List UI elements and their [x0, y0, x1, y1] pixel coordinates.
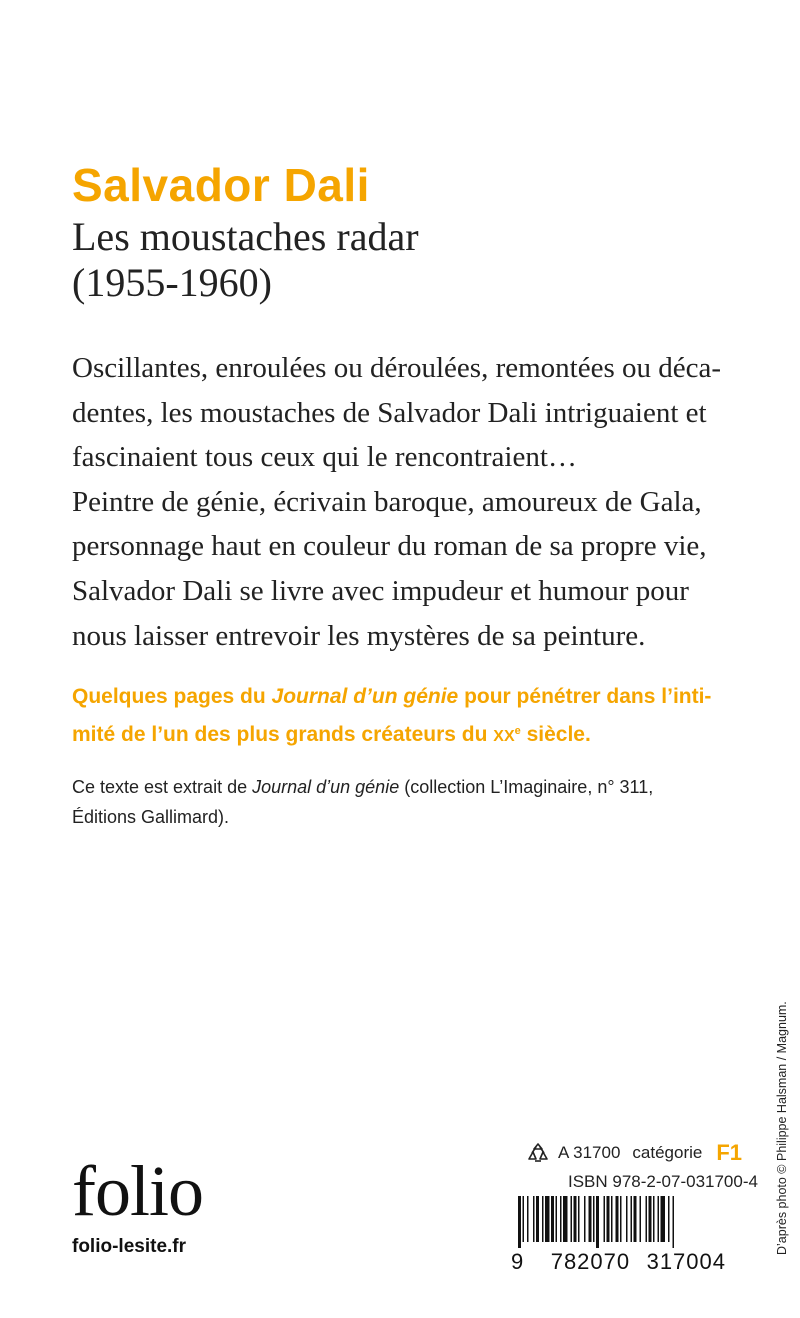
- blurb-line: fascinaient tous ceux qui le rencontraient…: [72, 441, 577, 474]
- barcode-bar: [584, 1196, 586, 1242]
- barcode-bar: [661, 1196, 666, 1242]
- barcode-group-2: 317004: [646, 1249, 726, 1274]
- barcode-bar: [589, 1196, 592, 1242]
- barcode-bar: [545, 1196, 550, 1242]
- blurb-line: Salvador Dali se livre avec impudeur et humour pour: [72, 574, 689, 607]
- barcode-bar: [556, 1196, 558, 1242]
- barcode-bar: [673, 1196, 675, 1248]
- barcode-bar: [653, 1196, 655, 1242]
- barcode-group-1: 782070: [550, 1249, 631, 1274]
- century-superscript: e: [514, 725, 521, 737]
- barcode-bar: [593, 1196, 595, 1242]
- barcode-bar: [634, 1196, 637, 1242]
- extract-text-part: (collection L’Imaginaire, n° 311,: [399, 777, 654, 797]
- blurb-line: dentes, les moustaches de Salvador Dali intriguaient et: [72, 396, 707, 429]
- barcode-bar: [620, 1196, 622, 1242]
- barcode-bar: [646, 1196, 648, 1242]
- recycling-icon: [526, 1141, 550, 1165]
- blurb-line: personnage haut en couleur du roman de sa propre vie,: [72, 530, 707, 563]
- barcode-bar: [607, 1196, 610, 1242]
- highlight-text-part: siècle.: [520, 723, 591, 746]
- barcode-bar: [527, 1196, 529, 1242]
- isbn: ISBN 978-2-07-031700-4: [568, 1172, 758, 1191]
- highlight-text-part: Quelques pages du: [72, 685, 272, 708]
- extract-text-part: Ce texte est extrait de: [72, 777, 253, 797]
- barcode-bar: [604, 1196, 606, 1242]
- barcode-bar: [518, 1196, 521, 1248]
- publisher-website: folio-lesite.fr: [72, 1236, 187, 1257]
- barcode-bar: [563, 1196, 568, 1242]
- highlight-line: [72, 714, 752, 754]
- extract-line: [72, 772, 732, 802]
- barcode-bar: [574, 1196, 577, 1242]
- author-name: Salvador Dali: [72, 159, 370, 211]
- barcode-bar: [649, 1196, 652, 1242]
- barcode-bar: [668, 1196, 670, 1242]
- extract-line: Éditions Gallimard).: [72, 807, 230, 827]
- highlight-book-title: Journal d’un génie: [271, 685, 459, 708]
- category-badge: F1: [716, 1140, 743, 1165]
- barcode-bar: [571, 1196, 573, 1242]
- barcode-first-digit: 9: [511, 1249, 525, 1274]
- title-block: [72, 214, 419, 306]
- extract-book-title: Journal d’un génie: [252, 777, 400, 797]
- code-number: A 31700: [558, 1143, 621, 1162]
- barcode-bar: [658, 1196, 660, 1242]
- extract-note: [72, 772, 732, 832]
- barcode-bar: [533, 1196, 535, 1242]
- barcode-bar: [631, 1196, 633, 1242]
- highlight-text-part: pour pénétrer dans l’inti-: [458, 685, 712, 708]
- photo-credit: D’après photo © Philippe Halsman / Magnum.: [775, 1001, 789, 1255]
- blurb-line: nous laisser entrevoir les mystères de sa peinture.: [72, 619, 646, 652]
- barcode-bar: [596, 1196, 599, 1248]
- barcode-bar: [616, 1196, 619, 1242]
- barcode-bar: [560, 1196, 562, 1242]
- barcode-bar: [542, 1196, 544, 1242]
- category-label: catégorie: [632, 1143, 703, 1162]
- blurb-line: Peintre de génie, écrivain baroque, amoureux de Gala,: [72, 485, 702, 518]
- barcode-bar: [523, 1196, 525, 1242]
- barcode-digits: [511, 1249, 726, 1275]
- book-title: Les moustaches radar: [72, 214, 419, 259]
- barcode-bar: [578, 1196, 580, 1242]
- barcode-bar: [551, 1196, 554, 1242]
- highlight-text-part: mité de l’un des plus grands créateurs du: [72, 723, 494, 746]
- highlight-text: [72, 680, 752, 754]
- century-numeral: XX: [493, 728, 515, 745]
- barcode-bar: [536, 1196, 539, 1242]
- barcode: [510, 1196, 728, 1248]
- price-code-line: [526, 1141, 742, 1165]
- barcode-bar: [611, 1196, 613, 1242]
- book-years: (1955-1960): [72, 260, 272, 305]
- highlight-line: [72, 680, 752, 714]
- folio-logo: folio: [72, 1151, 203, 1231]
- blurb: [72, 346, 732, 658]
- barcode-bar: [640, 1196, 642, 1242]
- blurb-line: Oscillantes, enroulées ou déroulées, remontées ou déca-: [72, 352, 722, 384]
- barcode-bar: [626, 1196, 628, 1242]
